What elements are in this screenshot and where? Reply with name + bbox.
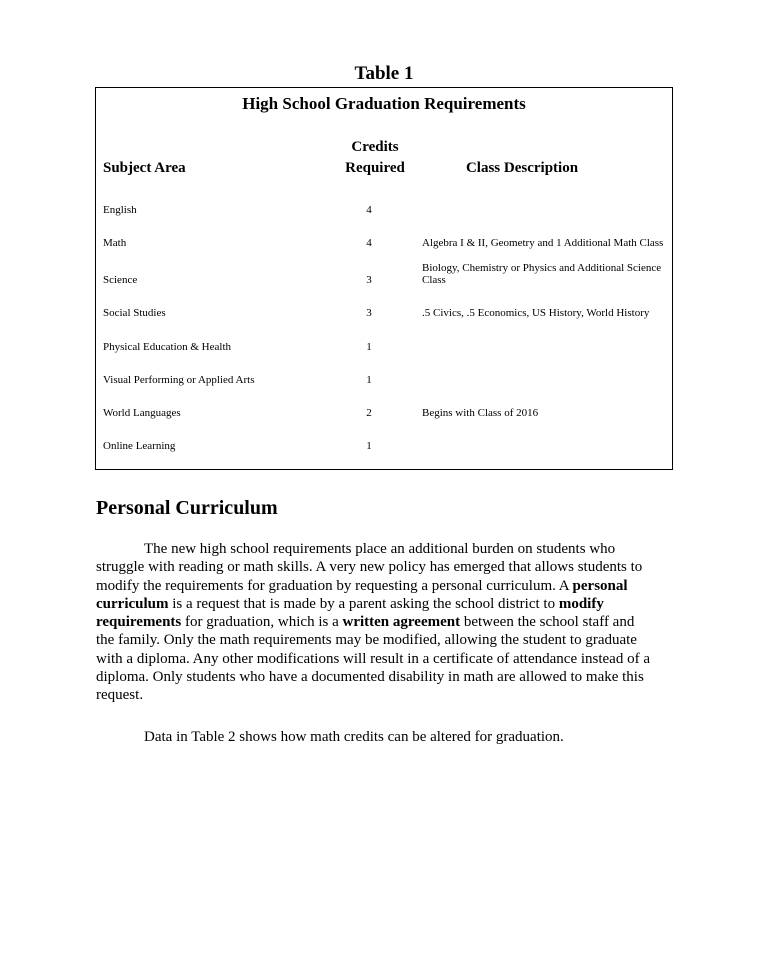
header-subject-area: Subject Area [103,160,186,176]
cell-credits: 3 [366,307,372,319]
cell-subject: Visual Performing or Applied Arts [103,374,255,386]
cell-credits: 4 [366,237,372,249]
paragraph-text: is a request that is made by a parent asking the school district to [168,595,559,612]
cell-subject: Online Learning [103,440,176,452]
header-credits-line1: Credits [351,139,399,155]
cell-subject: Social Studies [103,307,166,319]
paragraph-text: between the school staff and the family. Only the math requirements may be modified, allowing the student to graduate with a diploma. Any other modifications will result in a certificate of attendance instead of a diploma. Only students who have a documented disability in math are allowed to make this request. [96,614,650,704]
cell-subject: Physical Education & Health [103,341,231,353]
section-heading: Personal Curriculum [96,497,278,519]
cell-subject: Science [103,274,138,286]
paragraph-text: The new high school requirements place an additional burden on students who struggle with reading or math skills. A very new policy has emerged that allows students to modify the requirements for graduation by requesting a personal curriculum. A [96,541,643,594]
header-class-description: Class Description [465,160,579,176]
body-paragraph [96,728,656,746]
paragraph-text: for graduation, which is a [181,614,343,631]
bold-term: personal curriculum [96,577,628,612]
cell-description: Begins with Class of 2016 [422,407,539,419]
requirements-table [95,87,673,470]
table-title: High School Graduation Requirements [242,94,526,113]
cell-description: Algebra I & II, Geometry and 1 Additional Math Class [422,237,664,249]
header-credits-required [325,137,425,179]
cell-description: Biology, Chemistry or Physics and Additional Science Class [422,262,662,286]
cell-subject: English [103,204,137,216]
cell-description: .5 Civics, .5 Economics, US History, World History [422,307,650,319]
bold-term: modify requirements [96,595,604,631]
cell-credits: 3 [366,274,372,286]
paragraph-text: Data in Table 2 shows how math credits can be altered for graduation. [144,729,564,745]
body-paragraph [96,540,656,705]
cell-credits: 1 [366,440,372,452]
cell-subject: World Languages [103,407,181,419]
cell-credits: 4 [366,204,372,216]
cell-credits: 2 [366,407,372,419]
cell-subject: Math [103,237,127,249]
bold-term: written agreement [342,614,461,631]
cell-credits: 1 [366,374,372,386]
cell-credits: 1 [366,341,372,353]
table-caption: Table 1 [354,63,414,84]
header-credits-line2: Required [345,160,405,176]
